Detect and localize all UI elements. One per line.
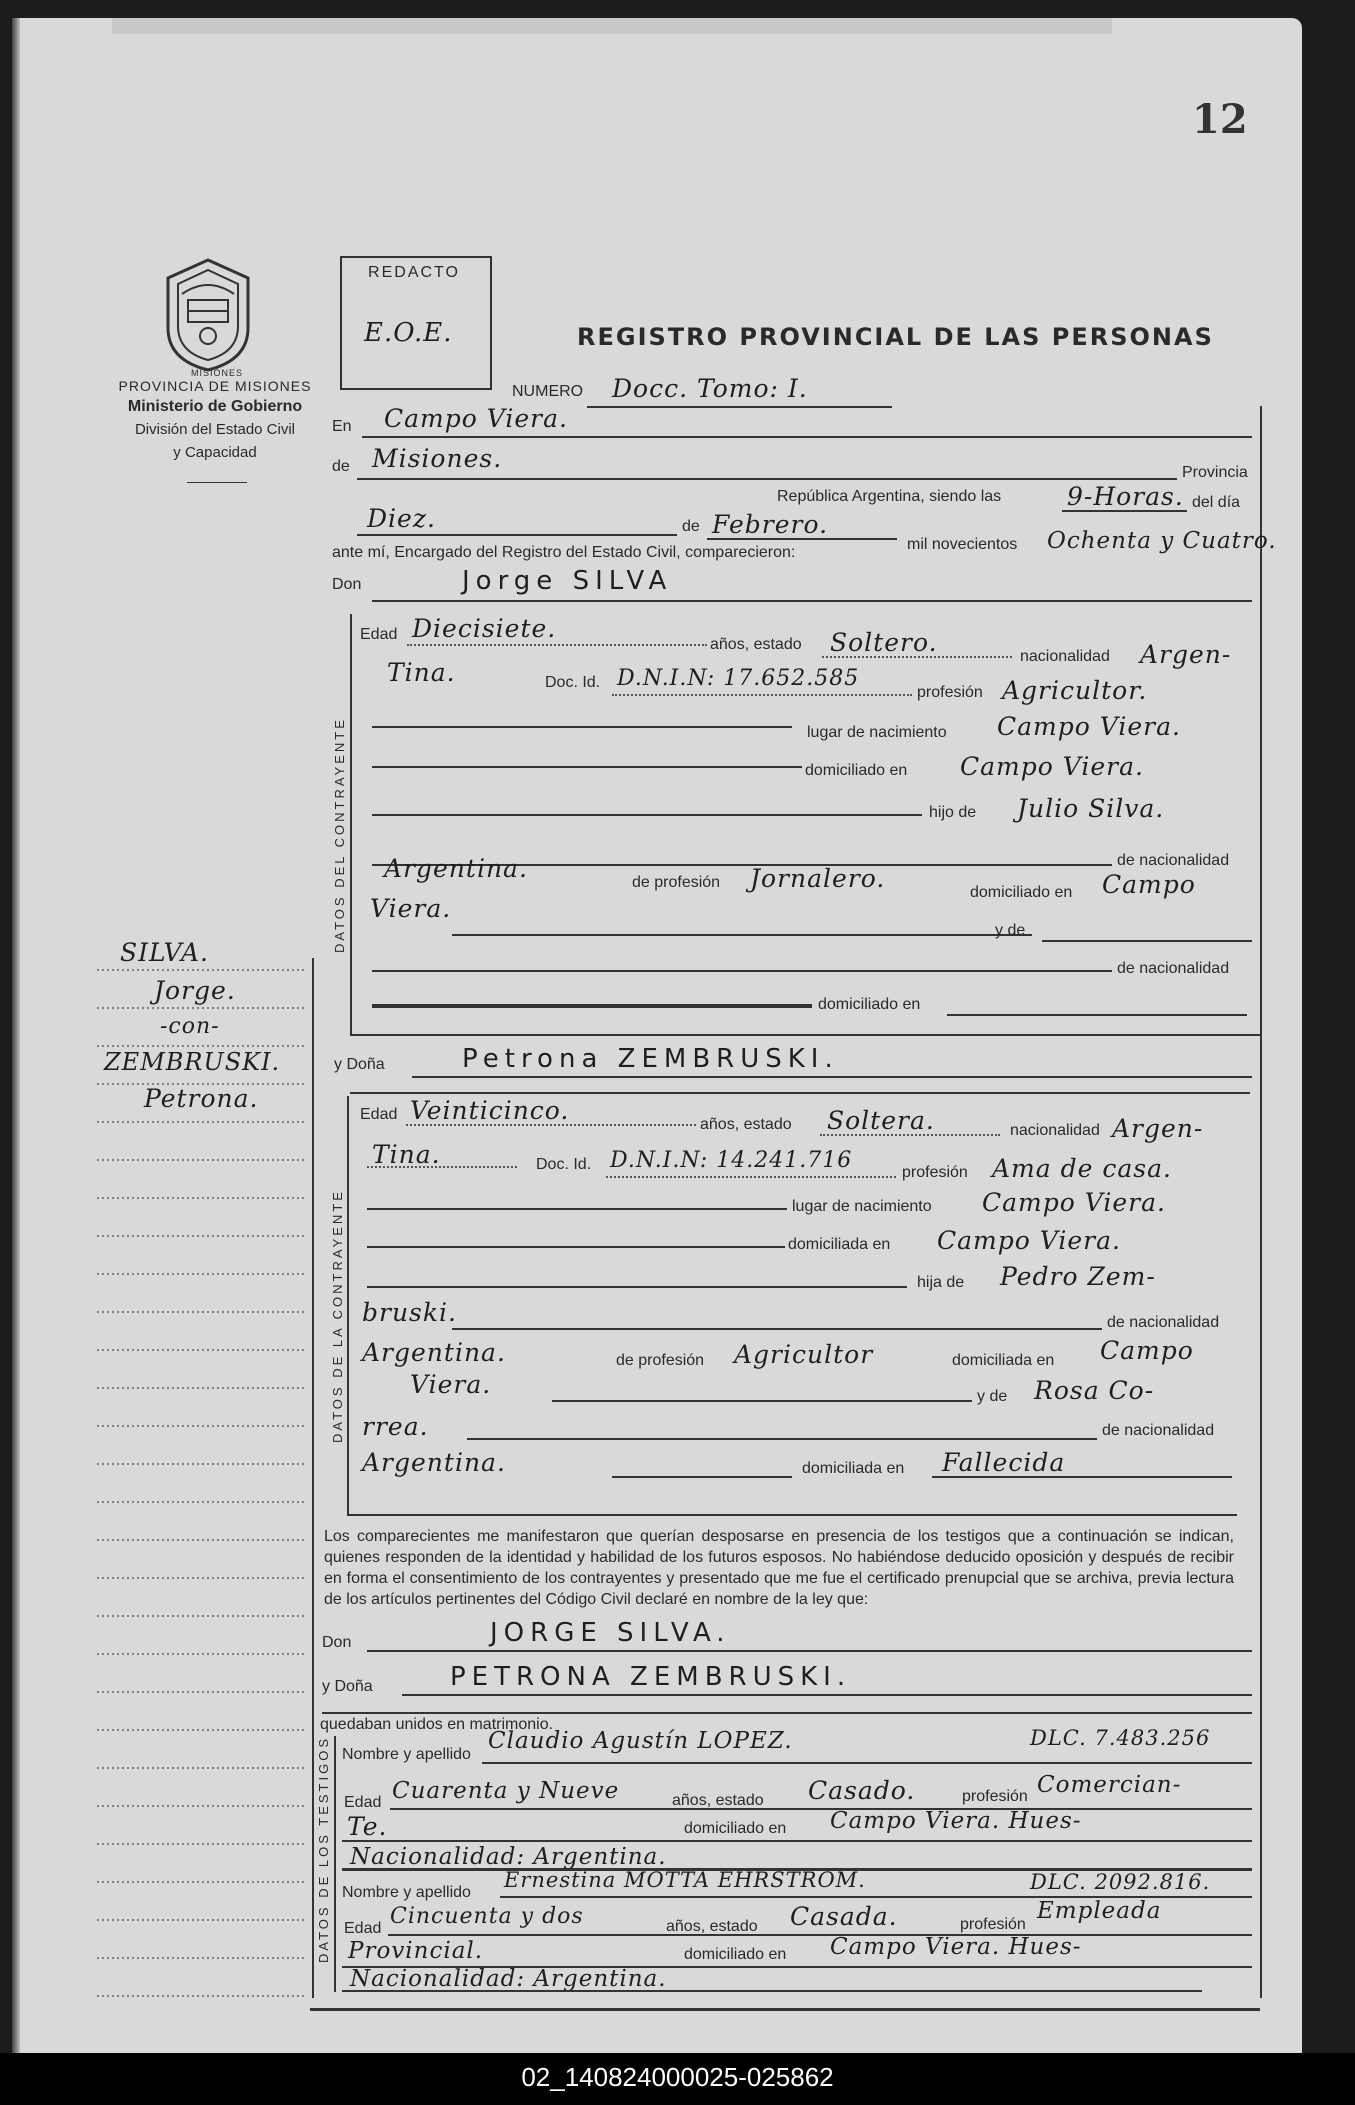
bride-father-dom-label: domiciliada en: [952, 1352, 1055, 1369]
bride-dona-value: Petrona ZEMBRUSKI.: [462, 1044, 839, 1074]
document-page: [12, 18, 1302, 2053]
bride-lugar-label: lugar de nacimiento: [792, 1198, 932, 1215]
bride-lugar-line: [367, 1208, 787, 1210]
redacto-value: E.O.E.: [364, 318, 453, 348]
bride-mother-dom-line-2: [932, 1476, 1232, 1478]
groom-lugar-value: Campo Viera.: [997, 712, 1181, 741]
day-value: Diez.: [367, 504, 436, 533]
groom-dom-line: [372, 766, 802, 768]
bride-father-nac: Argentina.: [362, 1338, 506, 1367]
bride-hija-value-2: bruski.: [362, 1298, 457, 1327]
footer-code: 02_140824000025-025862: [521, 2062, 834, 2092]
statement-dona-value: PETRONA ZEMBRUSKI.: [450, 1662, 852, 1692]
groom-de-prof-label: de profesión: [632, 874, 721, 891]
groom-father-dom: Campo: [1102, 870, 1196, 899]
groom-father-prof: Jornalero.: [750, 864, 886, 893]
statement-don-value: JORGE SILVA.: [490, 1618, 731, 1648]
groom-doc-line: [612, 694, 912, 696]
groom-edad-label: Edad: [360, 626, 398, 643]
groom-mother-dom-line-2: [947, 1014, 1247, 1016]
w2-doc-value: DLC. 2092.816.: [1030, 1870, 1211, 1894]
bride-father-dom: Campo: [1100, 1336, 1194, 1365]
witness-side-label: DATOS DE LOS TESTIGOS: [316, 1736, 331, 1963]
groom-doc-label: Doc. Id.: [545, 674, 601, 691]
margin-line-5: Petrona.: [144, 1084, 259, 1113]
en-value: Campo Viera.: [384, 404, 568, 433]
w2-nac-line: [342, 1990, 1202, 1992]
redacto-label: REDACTO: [368, 264, 460, 281]
groom-prof-label: profesión: [917, 684, 983, 701]
w2-nac-value: Nacionalidad: Argentina.: [350, 1966, 667, 1992]
don-line: [372, 600, 1252, 602]
margin-ruled-lines: [92, 968, 307, 2008]
groom-block-border: [350, 614, 352, 1034]
groom-estado-value: Soltero.: [830, 628, 938, 657]
groom-lugar-line: [372, 726, 792, 728]
bride-father-dom-2: Viera.: [410, 1370, 492, 1399]
statement-dona-line: [402, 1694, 1252, 1696]
bride-estado-line: [820, 1134, 1000, 1136]
bride-edad-label: Edad: [360, 1106, 398, 1123]
bride-mother-line: [552, 1400, 972, 1402]
statement-don-label: Don: [322, 1634, 352, 1651]
groom-nac-label: nacionalidad: [1020, 648, 1110, 665]
w2-nombre-value: Ernestina MOTTA EHRSTROM.: [504, 1868, 866, 1892]
groom-y-de-label: y de: [995, 922, 1026, 939]
bride-mother-nac-line: [467, 1438, 1097, 1440]
hour-value: 9-Horas.: [1067, 482, 1184, 511]
bride-edad-value: Veinticinco.: [410, 1096, 570, 1125]
groom-prof-value: Agricultor.: [1002, 676, 1148, 705]
bride-dona-line: [412, 1076, 1252, 1078]
bride-dom-label: domiciliada en: [788, 1236, 891, 1253]
document-title: REGISTRO PROVINCIAL DE LAS PERSONAS: [577, 323, 1214, 351]
republica-label: República Argentina, siendo las: [777, 488, 1002, 505]
don-value: Jorge SILVA: [462, 566, 673, 596]
w2-prof-value-2: Provincial.: [348, 1938, 484, 1964]
bride-hija-line: [367, 1286, 907, 1288]
w1-nombre-line: [482, 1762, 1252, 1764]
bride-nac-value: Argen-: [1112, 1114, 1204, 1143]
bride-block-bottom: [347, 1514, 1237, 1516]
ante-label: ante mí, Encargado del Registro del Estado Civil, comparecieron:: [332, 544, 796, 561]
numero-label: NUMERO: [512, 383, 584, 400]
margin-line-3: -con-: [160, 1014, 220, 1039]
w2-edad-label: Edad: [344, 1920, 382, 1937]
groom-nac-value: Argen-: [1140, 640, 1232, 669]
w1-edad-value: Cuarenta y Nueve: [392, 1778, 620, 1804]
seal-label: MISIONES: [190, 368, 244, 378]
bride-mother-dom-line: [612, 1476, 792, 1478]
bride-mother-nac: Argentina.: [362, 1448, 506, 1477]
bride-de-nac-label-2: de nacionalidad: [1102, 1422, 1215, 1439]
provincia-label: Provincia: [1182, 464, 1248, 481]
groom-de-nac-label-2: de nacionalidad: [1117, 960, 1230, 977]
w1-nombre-value: Claudio Agustín LOPEZ.: [488, 1728, 793, 1754]
bride-de-nac-label: de nacionalidad: [1107, 1314, 1220, 1331]
bride-block-border: [347, 1096, 349, 1516]
w2-dom-value: Campo Viera. Hues-: [830, 1934, 1082, 1960]
numero-line: [587, 406, 892, 408]
w2-estado-value: Casada.: [790, 1902, 898, 1931]
groom-doc-value: D.N.I.N: 17.652.585: [617, 666, 860, 691]
w2-nombre-label: Nombre y apellido: [342, 1884, 471, 1901]
del-dia-label: del día: [1192, 494, 1241, 511]
bride-father-line: [452, 1328, 1102, 1330]
bride-doc-label: Doc. Id.: [536, 1156, 592, 1173]
w1-dom-value: Campo Viera. Hues-: [830, 1808, 1082, 1834]
bride-dona-label: y Doña: [334, 1056, 385, 1073]
de-label: de: [332, 458, 350, 475]
bride-father-prof: Agricultor: [734, 1340, 874, 1369]
groom-mother-line: [452, 934, 1032, 936]
statement-dona-line-2: [322, 1712, 1252, 1714]
bride-dom-label-2: domiciliada en: [802, 1460, 905, 1477]
bride-mother-dom: Fallecida: [942, 1448, 1066, 1477]
w2-prof-value: Empleada: [1037, 1898, 1162, 1924]
year-value: Ochenta y Cuatro.: [1047, 528, 1277, 554]
groom-hijo-label: hijo de: [929, 804, 977, 821]
w2-prof-label: profesión: [960, 1916, 1026, 1933]
bride-de-prof-label: de profesión: [616, 1352, 705, 1369]
groom-de-nac-label: de nacionalidad: [1117, 852, 1230, 869]
groom-edad-line: [407, 644, 707, 646]
sheet-edge: [112, 18, 1112, 34]
w2-anos-label: años, estado: [666, 1918, 758, 1935]
seal-emblem: [162, 256, 254, 374]
groom-father-nac: Argentina.: [384, 854, 528, 883]
margin-line-1: SILVA.: [120, 938, 209, 967]
bride-prof-value: Ama de casa.: [992, 1154, 1172, 1183]
bride-nac-value-2: Tina.: [372, 1140, 441, 1169]
margin-divider: [312, 958, 314, 1998]
w1-estado-value: Casado.: [808, 1776, 916, 1805]
bride-lugar-value: Campo Viera.: [982, 1188, 1166, 1217]
bride-y-de-label: y de: [977, 1388, 1008, 1405]
w1-edad-line: [390, 1808, 1252, 1810]
page-binding: [12, 18, 20, 2053]
groom-hijo-value: Julio Silva.: [1017, 794, 1165, 823]
bride-mother-value-2: rrea.: [362, 1412, 429, 1441]
statement-closing: quedaban unidos en matrimonio.: [320, 1716, 554, 1733]
mil-label: mil novecientos: [907, 536, 1018, 553]
groom-mother-nac-line: [372, 970, 1112, 972]
w1-dom-line: [342, 1840, 1252, 1842]
bride-dom-line: [367, 1246, 785, 1248]
month-value: Febrero.: [712, 510, 829, 539]
issuer-division: División del Estado Civil: [134, 421, 296, 438]
issuer-province: PROVINCIA DE MISIONES: [118, 378, 312, 394]
w1-nombre-label: Nombre y apellido: [342, 1746, 471, 1763]
bride-edad-line: [406, 1124, 696, 1126]
month-line: [707, 538, 897, 540]
en-label: En: [332, 418, 352, 435]
w1-nac-value: Nacionalidad: Argentina.: [350, 1844, 667, 1870]
w1-doc-value: DLC. 7.483.256: [1030, 1726, 1211, 1750]
issuer-divider: [187, 482, 247, 483]
statement-don-line: [367, 1650, 1252, 1652]
right-border: [1260, 406, 1262, 1998]
bride-hija-label: hija de: [917, 1274, 965, 1291]
bride-hija-value: Pedro Zem-: [1000, 1262, 1156, 1291]
witness-block-border: [334, 1736, 336, 1992]
bride-nac-label: nacionalidad: [1010, 1122, 1100, 1139]
w2-edad-line: [388, 1934, 1252, 1936]
bride-dom-value: Campo Viera.: [937, 1226, 1121, 1255]
de-value: Misiones.: [372, 444, 503, 473]
groom-estado-line: [822, 656, 1012, 658]
w1-edad-label: Edad: [344, 1794, 382, 1811]
day-line: [357, 534, 677, 536]
page-bottom-rule: [310, 2008, 1260, 2011]
groom-dom-value: Campo Viera.: [960, 752, 1144, 781]
w1-prof-value: Comercian-: [1037, 1772, 1182, 1798]
groom-nac-value-2: Tina.: [387, 658, 456, 687]
groom-mother-line-2: [1042, 940, 1252, 942]
bride-mother-value: Rosa Co-: [1034, 1376, 1155, 1405]
numero-value: Docc. Tomo: I.: [612, 374, 808, 403]
bride-block-top: [350, 1092, 1250, 1094]
bride-doc-value: D.N.I.N: 14.241.716: [610, 1148, 853, 1173]
groom-father-dom-label: domiciliado en: [970, 884, 1073, 901]
groom-side-label: DATOS DEL CONTRAYENTE: [332, 717, 347, 953]
statement-paragraph: Los comparecientes me manifestaron que querían desposarse en presencia de los testigos que a continuación se indican, quienes responden de la identidad y habilidad de los futuros esposos. No habiéndose deducido oposición y después de recibir en forma el consentimiento de los contrayentes y presentado que me fue el certificado prenupcial que se archiva, previa lectura de los artículos pertinentes del Código Civil declaré en nombre de la ley que:: [324, 1528, 1234, 1608]
margin-line-2: Jorge.: [154, 976, 236, 1005]
groom-dom-label: domiciliado en: [805, 762, 908, 779]
w1-anos-label: años, estado: [672, 1792, 764, 1809]
w1-prof-value-2: Te.: [347, 1812, 388, 1841]
groom-anos-label: años, estado: [710, 636, 802, 653]
groom-dom-label-2: domiciliado en: [818, 996, 921, 1013]
statement-dona-label: y Doña: [322, 1678, 373, 1695]
groom-mother-dom-line: [372, 1004, 812, 1008]
de-line: [357, 478, 1177, 480]
bride-prof-label: profesión: [902, 1164, 968, 1181]
w1-prof-label: profesión: [962, 1788, 1028, 1805]
groom-block-bottom: [350, 1034, 1260, 1036]
w1-dom-label: domiciliado en: [684, 1820, 787, 1837]
w2-edad-value: Cincuenta y dos: [390, 1904, 584, 1929]
bride-anos-label: años, estado: [700, 1116, 792, 1133]
groom-lugar-label: lugar de nacimiento: [807, 724, 947, 741]
groom-father-dom-2: Viera.: [370, 894, 452, 923]
en-line: [362, 436, 1252, 438]
margin-line-4: ZEMBRUSKI.: [104, 1048, 281, 1076]
don-label: Don: [332, 576, 362, 593]
groom-hijo-line: [372, 814, 922, 816]
groom-edad-value: Diecisiete.: [412, 614, 557, 643]
issuer-ministry: Ministerio de Gobierno: [127, 398, 303, 415]
bride-side-label: DATOS DE LA CONTRAYENTE: [330, 1189, 345, 1443]
bride-estado-value: Soltera.: [827, 1106, 935, 1135]
hour-line: [1062, 510, 1187, 512]
w2-dom-label: domiciliado en: [684, 1946, 787, 1963]
bride-doc-line: [606, 1176, 896, 1178]
month-de-label: de: [682, 518, 700, 535]
issuer-division-2: y Capacidad: [173, 444, 257, 461]
page-number: 12: [1192, 96, 1248, 143]
bride-nac-line-2: [367, 1166, 517, 1168]
